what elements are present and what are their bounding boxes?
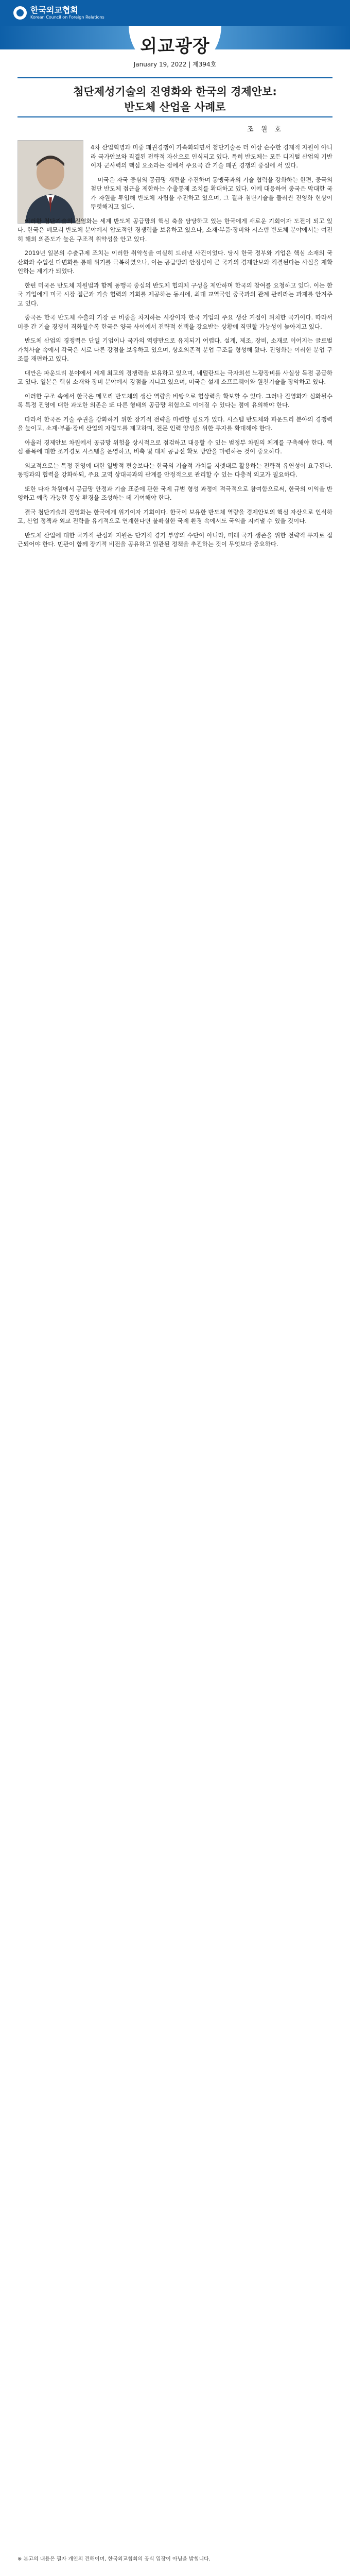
paragraph: 이러한 첨단기술의 진영화는 세계 반도체 공급망의 핵심 축을 담당하고 있는 한국에게 새로운 기회이자 도전이 되고 있다. 한국은 메모리 반도체 분야에서 압도적인 경쟁력을 보유하고 있으나, 소재·부품·장비와 시스템 반도체 분야에서는 여전히 해외 의존도가 높은 구조적 취약성을 안고 있다. [18, 217, 332, 243]
title-top-rule [18, 77, 332, 78]
paragraph: 대만은 파운드리 분야에서 세계 최고의 경쟁력을 보유하고 있으며, 네덜란드는 극자외선 노광장비를 사실상 독점 공급하고 있다. 일본은 핵심 소재와 장비 분야에서 강점을 지니고 있으며, 미국은 설계 소프트웨어와 원천기술을 장악하고 있다. [18, 369, 332, 385]
org-name-kr: 한국외교협회 [30, 5, 78, 15]
article-title-line2: 반도체 산업을 사례로 [124, 101, 226, 113]
publication-masthead [0, 26, 350, 72]
article-title-line1: 첨단제성기술의 진영화와 한국의 경제안보: [73, 86, 277, 98]
header-bar [0, 0, 350, 26]
paragraph: 이러한 구조 속에서 한국은 메모리 반도체의 생산 역량을 바탕으로 협상력을 확보할 수 있다. 그러나 진영화가 심화될수록 특정 진영에 대한 과도한 의존은 또 다른 형태의 공급망 위험으로 이어질 수 있다는 점에 유의해야 한다. [18, 392, 332, 409]
title-bottom-rule [18, 116, 332, 117]
disclaimer-footnote: ※ 본고의 내용은 필자 개인의 견해이며, 한국외교협회의 공식 입장이 아님을 밝힙니다. [18, 2556, 211, 2562]
publication-title: 외교광장 [140, 36, 210, 57]
page-footer [0, 2555, 350, 2576]
paragraph: 4차 산업혁명과 미중 패권경쟁이 가속화되면서 첨단기술은 더 이상 순수한 경제적 자원이 아니라 국가안보와 직결된 전략적 자산으로 인식되고 있다. 특히 반도체는 모든 디지털 산업의 기반이자 군사력의 핵심 요소라는 점에서 주요국 간 기술 패권 경쟁의 중심에 서 있다. [91, 144, 332, 169]
paragraph: 반도체 산업에 대한 국가적 관심과 지원은 단기적 경기 부양의 수단이 아니라, 미래 국가 생존을 위한 전략적 투자로 접근되어야 한다. 민관이 함께 장기적 비전을 공유하고 일관된 정책을 추진하는 것이 무엇보다 중요하다. [18, 531, 332, 548]
author-name: 조 원 호 [247, 126, 284, 133]
paragraph: 중국은 한국 반도체 수출의 가장 큰 비중을 차지하는 시장이자 한국 기업의 주요 생산 거점이 위치한 국가이다. 따라서 미중 간 기술 경쟁이 격화될수록 한국은 양국 사이에서 전략적 선택을 강요받는 상황에 직면할 가능성이 높아지고 있다. [18, 314, 332, 330]
article-body [18, 143, 332, 2554]
paragraph: 미국은 자국 중심의 공급망 재편을 추진하며 동맹국과의 기술 협력을 강화하는 한편, 중국의 첨단 반도체 접근을 제한하는 수출통제 조치를 확대하고 있다. 이에 대응하여 중국은 막대한 국가 자원을 투입해 반도체 자립을 추진하고 있으며, 그 결과 첨단기술을 둘러싼 진영화 현상이 뚜렷해지고 있다. [91, 176, 332, 210]
org-logo [13, 6, 104, 20]
paragraph: 아울러 경제안보 차원에서 공급망 위험을 상시적으로 점검하고 대응할 수 있는 범정부 차원의 체계를 구축해야 한다. 핵심 품목에 대한 조기경보 시스템을 운영하고, 비축 및 대체 공급선 확보 방안을 마련하는 것이 중요하다. [18, 438, 332, 455]
paragraph: 반도체 산업의 경쟁력은 단일 기업이나 국가의 역량만으로 유지되기 어렵다. 설계, 제조, 장비, 소재로 이어지는 글로벌 가치사슬 속에서 각국은 서로 다른 강점을 보유하고 있으며, 상호의존적 분업 구조를 형성해 왔다. 진영화는 이러한 분업 구조를 재편하고 있다. [18, 337, 332, 362]
paragraph: 한편 미국은 반도체 지원법과 함께 동맹국 중심의 반도체 협의체 구성을 제안하며 한국의 참여를 요청하고 있다. 이는 한국 기업에게 미국 시장 접근과 기술 협력의 기회를 제공하는 동시에, 최대 교역국인 중국과의 관계 관리라는 과제를 안겨주고 있다. [18, 281, 332, 307]
paragraph: 외교적으로는 특정 진영에 대한 일방적 편승보다는 한국의 기술적 가치를 지렛대로 활용하는 전략적 유연성이 요구된다. 동맹과의 협력을 강화하되, 주요 교역 상대국과의 관계를 안정적으로 관리할 수 있는 다층적 외교가 필요하다. [18, 462, 332, 478]
paragraph: 따라서 한국은 기술 주권을 강화하기 위한 장기적 전략을 마련할 필요가 있다. 시스템 반도체와 파운드리 분야의 경쟁력을 높이고, 소재·부품·장비 산업의 자립도를 제고하며, 전문 인력 양성을 위한 투자를 확대해야 한다. [18, 415, 332, 432]
issue-date: January 19, 2022 | 제394호 [133, 61, 217, 68]
paragraph: 또한 다자 차원에서 공급망 안정과 기술 표준에 관한 국제 규범 형성 과정에 적극적으로 참여함으로써, 한국의 이익을 반영하고 예측 가능한 통상 환경을 조성하는 데 기여해야 한다. [18, 485, 332, 501]
org-emblem-icon [13, 6, 27, 20]
paragraph: 2019년 일본의 수출규제 조치는 이러한 취약성을 여실히 드러낸 사건이었다. 당시 한국 정부와 기업은 핵심 소재의 국산화와 수입선 다변화를 통해 위기를 극복하였으나, 이는 공급망의 안정성이 곧 국가의 경제안보와 직결된다는 사실을 재확인하는 계기가 되었다. [18, 249, 332, 275]
org-name-en: Korean Council on Foreign Relations [30, 15, 104, 20]
paragraph: 결국 첨단기술의 진영화는 한국에게 위기이자 기회이다. 한국이 보유한 반도체 역량을 경제안보의 핵심 자산으로 인식하고, 산업 정책과 외교 전략을 유기적으로 연계한다면 불확실한 국제 환경 속에서도 국익을 지켜낼 수 있을 것이다. [18, 508, 332, 524]
